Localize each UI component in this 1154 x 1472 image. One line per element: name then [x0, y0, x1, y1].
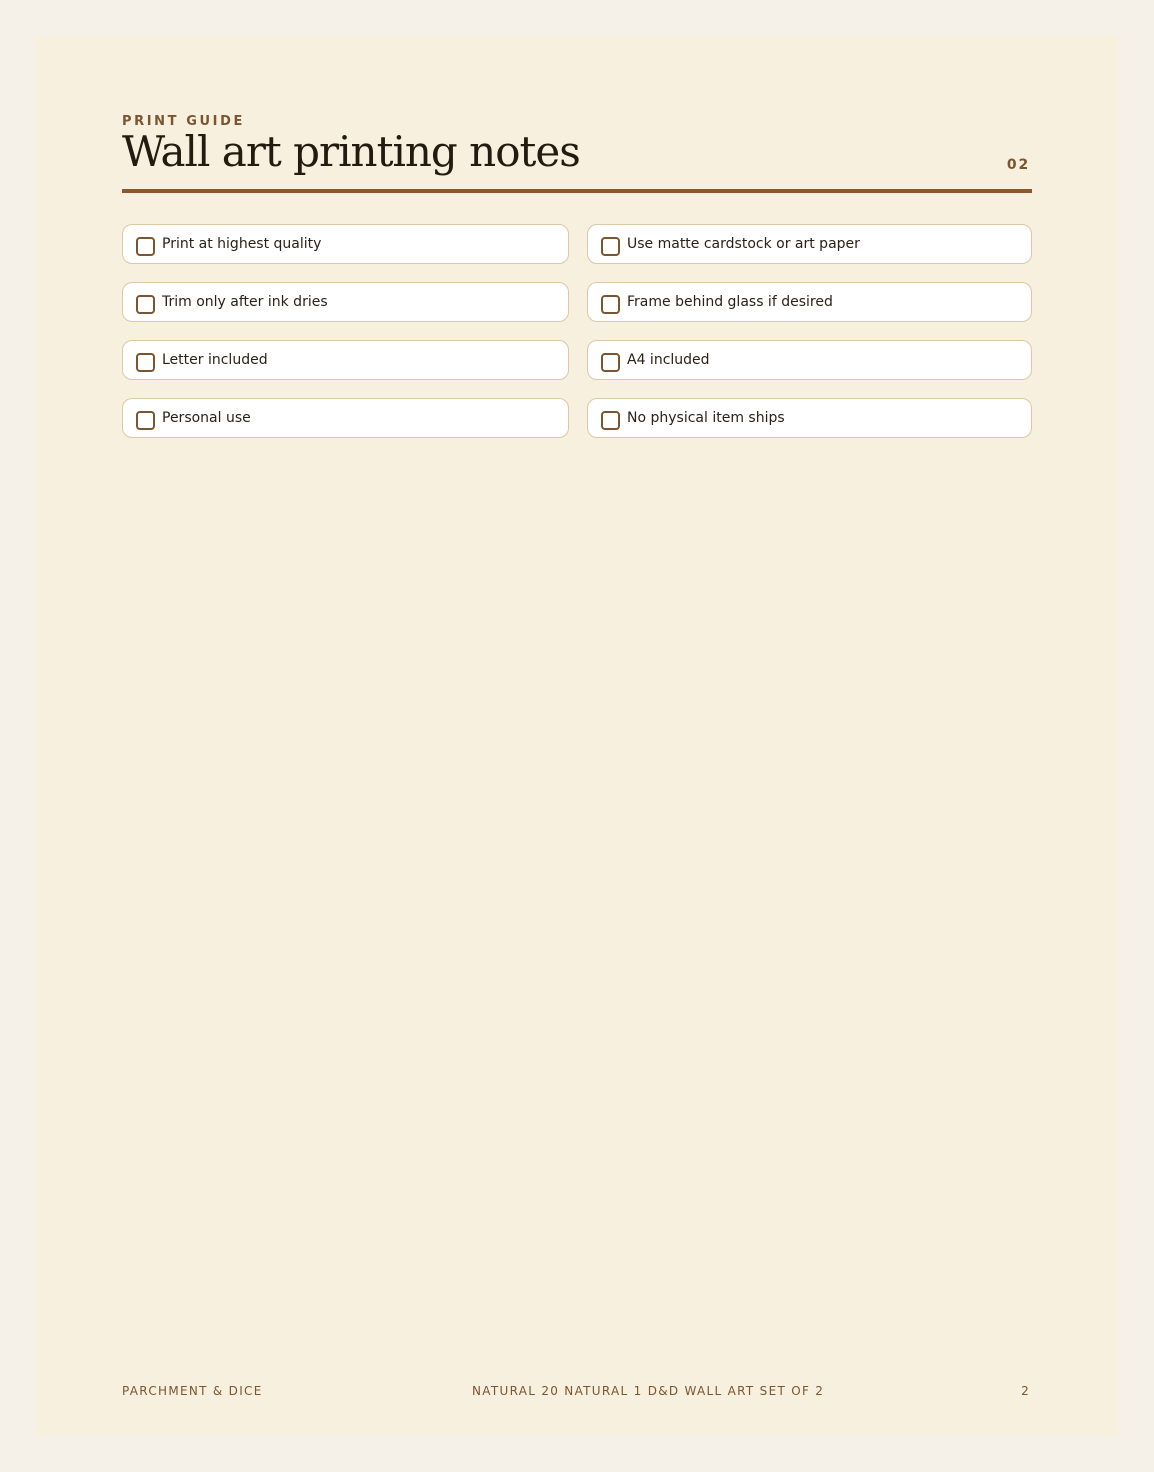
- checklist-item-label: No physical item ships: [627, 410, 785, 426]
- checklist-item-label: Use matte cardstock or art paper: [627, 236, 860, 252]
- checklist-item-label: A4 included: [627, 352, 710, 368]
- print-guide-page: [36, 36, 1118, 1436]
- checklist-item-personal-use[interactable]: [122, 398, 569, 438]
- checklist-item-label: Letter included: [162, 352, 268, 368]
- checklist-item-frame[interactable]: [587, 282, 1032, 322]
- checkbox-icon[interactable]: [601, 353, 620, 372]
- checklist-item-no-shipping[interactable]: [587, 398, 1032, 438]
- checklist-item-a4[interactable]: [587, 340, 1032, 380]
- checklist-item-letter[interactable]: [122, 340, 569, 380]
- checkbox-icon[interactable]: [136, 353, 155, 372]
- checklist-item-label: Frame behind glass if desired: [627, 294, 833, 310]
- checkbox-icon[interactable]: [136, 237, 155, 256]
- checklist-grid: [122, 224, 1032, 438]
- checklist-item-trim[interactable]: [122, 282, 569, 322]
- checkbox-icon[interactable]: [136, 411, 155, 430]
- checkbox-icon[interactable]: [136, 295, 155, 314]
- footer-page-number: 2: [1021, 1384, 1030, 1398]
- section-number: 02: [1006, 157, 1030, 173]
- checkbox-icon[interactable]: [601, 411, 620, 430]
- page-title: Wall art printing notes: [122, 127, 580, 176]
- footer-product-name: NATURAL 20 NATURAL 1 D&D WALL ART SET OF 2: [472, 1384, 825, 1398]
- checklist-item-label: Personal use: [162, 410, 251, 426]
- checkbox-icon[interactable]: [601, 237, 620, 256]
- footer-brand: PARCHMENT & DICE: [122, 1384, 263, 1398]
- checklist-item-label: Print at highest quality: [162, 236, 322, 252]
- section-eyebrow: PRINT GUIDE: [122, 114, 245, 129]
- checklist-item-paper[interactable]: [587, 224, 1032, 264]
- checkbox-icon[interactable]: [601, 295, 620, 314]
- checklist-item-print-quality[interactable]: [122, 224, 569, 264]
- header-divider: [122, 189, 1032, 193]
- checklist-item-label: Trim only after ink dries: [162, 294, 328, 310]
